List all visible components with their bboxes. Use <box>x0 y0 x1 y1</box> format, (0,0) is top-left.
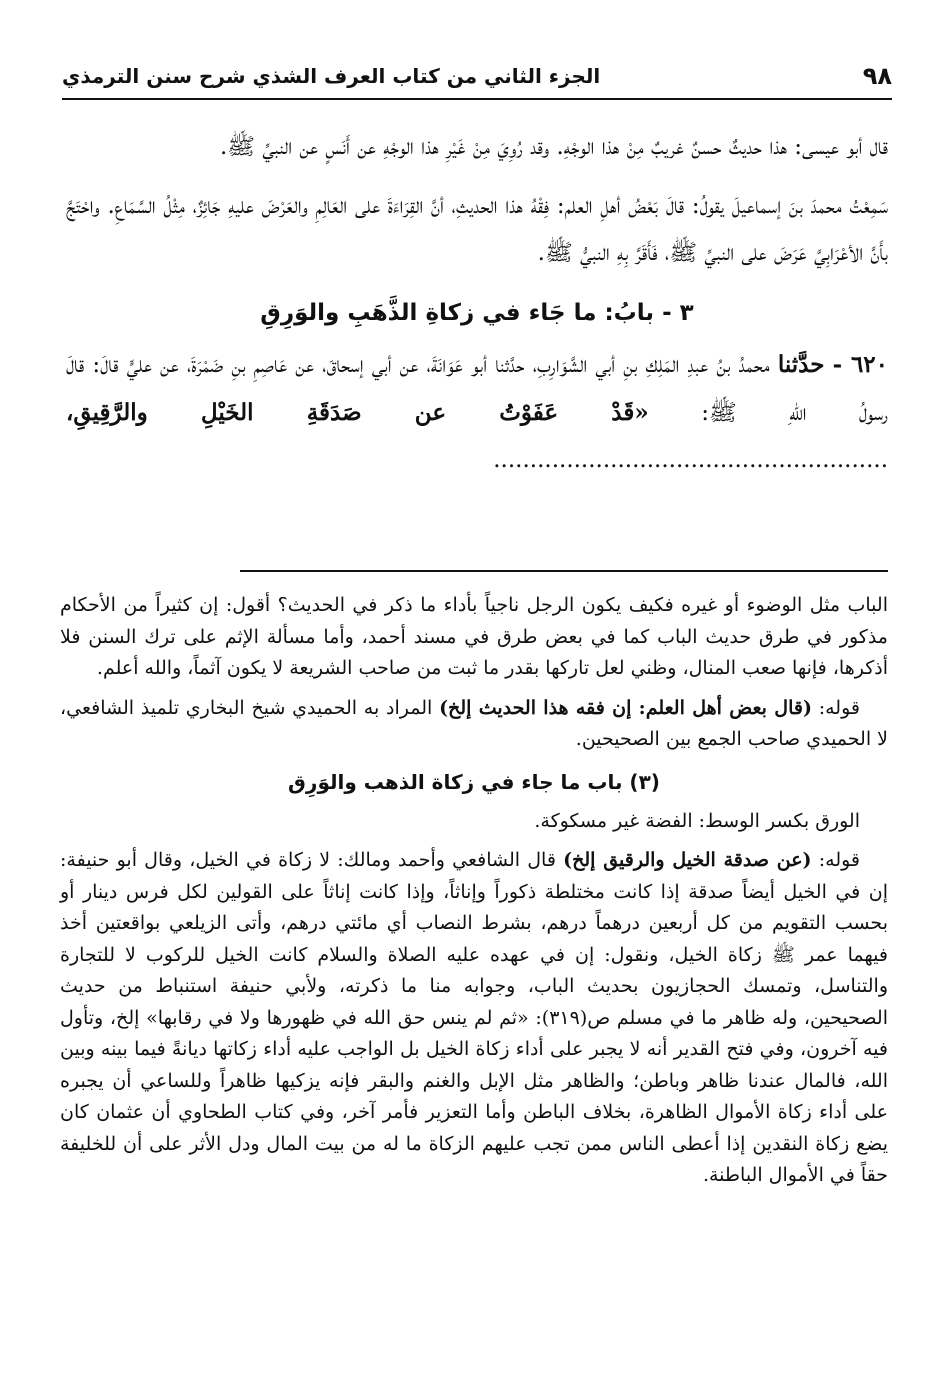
commentary-explanation: قال الشافعي وأحمد ومالك: لا زكاة في الخيل، وقال أبو حنيفة: إن في الخيل أيضاً صدقة إذا كانت مختلطة ذكوراً وإناثاً، وإذا كانت إناثاً على القولين لكل فرس دينار أو بحسب التقويم من كل أربعين درهماً درهم، بشرط النصاب أي مائتي درهم، وأتى الزيلعي بواقعتين أخذ فيهما عمر ﷺ زكاة الخيل، ونقول: إن في عهده عليه الصلاة والسلام كانت الخيل للركوب لا للتجارة والتناسل، وتمسك الحجازيون بحديث الباب، وجوابه منا ما ذكرته، ولأبي حنيفة استنباط من حديث الصحيحين، وله ظاهر ما في مسلم ص(٣١٩): «ثم لم ينس حق الله في ظهورها ولا في رقابها» إلخ، وتأول فيه آخرون، وفي فتح القدير أنه لا يجبر على أداء زكاة الخيل بل الواجب عليه أداء زكاتها ديانةً فيما بينه وبين الله، فالمال عندنا ظاهر وباطن؛ والظاهر مثل الإبل والغنم والبقر فإنه يزكيها ظاهراً وللساعي أن يجبره على أداء زكاة الأموال الظاهرة، بخلاف الباطن وأما التعزير فأمر آخر، وفي كتاب الطحاوي أن عثمان كان يضع زكاة النقدين إذا أعطى الناس ممن تجب عليهم الزكاة ما له من بيت المال ودل الأثر على أن للخليفة حقاً في الأموال الباطنة. <box>60 849 888 1186</box>
hadith-matn: «قَدْ عَفَوْتُ عن صَدَقَةِ الخَيْلِ والرَّقِيقِ، <box>66 399 649 426</box>
commentary-explanation: المراد به الحميدي شيخ البخاري تلميذ الشافعي، لا الحميدي صاحب الجمع بين الصحيحين. <box>60 696 888 750</box>
commentary-paragraph-4 <box>60 845 888 1192</box>
running-title: الجزء الثاني من كتاب العرف الشذي شرح سنن الترمذي <box>62 64 601 88</box>
commentary-sub-heading: (٣) باب ما جاء في زكاة الذهب والوَرِق <box>288 769 660 794</box>
main-paragraph-1: قال أبو عيسى: هذا حديثٌ حسنٌ غريبٌ مِنْ هذا الوجْهِ. وقد رُوِيَ مِنْ غَيْرِ هذا الوجْهِ عن أَنَسٍ عن النبيِّ ﷺ. <box>220 134 888 160</box>
commentary-quote: (قال بعض أهل العلم: إن فقه هذا الحديث إلخ) <box>439 696 812 719</box>
commentary-section <box>60 590 888 1200</box>
hadith-isnad: محمدُ بنُ عبدِ المَلِكِ بنِ أبي الشَّوَارِبِ، حدَّثنا أبو عَوَانَةَ، عن أبي إسحاقَ، عن عَاصِمِ بنِ ضَمْرَةَ، عن عليٍّ قالَ: قالَ رسولُ اللهِ ﷺ: <box>66 352 888 426</box>
commentary-quote: (عن صدقة الخيل والرقيق إلخ) <box>563 849 812 871</box>
hadith-number: ٦٢٠ - <box>832 351 889 378</box>
footnote-divider <box>240 570 888 572</box>
hadith-opening: حدَّثنا <box>777 351 825 378</box>
commentary-paragraph-2 <box>60 693 888 756</box>
main-paragraph-2: سَمِعْتُ محمدَ بنَ إسماعيلَ يقولُ: قالَ بَعْضُ أهلِ العلم: فِقْهُ هذا الحديثِ، أنَّ القِرَاءَةَ على العَالِمِ والعَرْضَ عليهِ جَائِزٌ، مِثْلُ السَّمَاعِ. واحْتَجَّ بأَنَّ الأعْرَابِيَّ عَرَضَ على النبيِّ ﷺ، فَأَقَرَّ بِهِ النبيُّ ﷺ. <box>66 193 888 266</box>
page-number: ٩٨ <box>862 62 892 90</box>
main-text <box>66 124 888 496</box>
hadith-620 <box>66 341 888 484</box>
commentary-lead: قوله: <box>818 849 861 871</box>
chapter-heading: ٣ - بابُ: ما جَاء في زكاةِ الذَّهَبِ والوَرِقِ <box>260 300 694 326</box>
commentary-lead: قوله: <box>818 696 860 719</box>
page-header <box>62 58 892 100</box>
commentary-paragraph-3: الورق بكسر الوسط: الفضة غير مسكوكة. <box>534 809 860 832</box>
ellipsis-dots: ...................................................... <box>493 447 888 473</box>
commentary-paragraph-1: الباب مثل الوضوء أو غيره فكيف يكون الرجل ناجياً بأداء ما ذكر في الحديث؟ أقول: إن كثيراً من الأحكام مذكور في طرق حديث الباب كما في بعض طرق في مسند أحمد، وأما مسألة الإثم على ترك السنن فلا أذكرها، فإنها صعب المنال، وظني لعل تاركها بقدر ما ثبت من صاحب الشريعة لا يكون آثماً، والله أعلم. <box>60 594 888 679</box>
